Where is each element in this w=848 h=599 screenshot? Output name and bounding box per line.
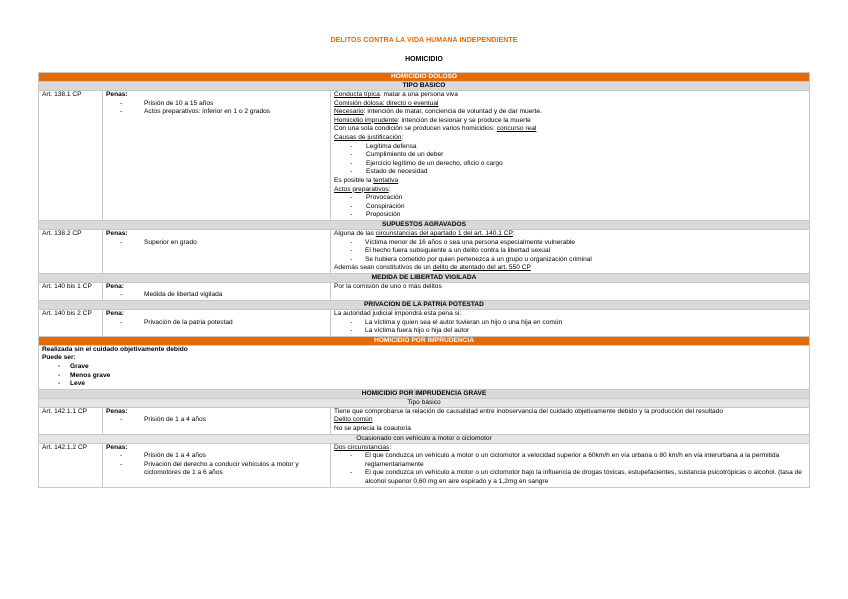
description-cell <box>331 282 810 300</box>
description-text: Por la comisión de uno o más delitos <box>334 282 442 290</box>
homicidio-imprudente-text: : intención de lesionar y se produce la muerte <box>397 116 531 124</box>
table-row <box>39 91 810 221</box>
penas-cell <box>103 229 331 273</box>
dos-circunstancias-label: Dos circunstancias <box>334 443 390 451</box>
article-cell <box>39 443 103 487</box>
section-label: MEDIDA DE LIBERTAD VIGILADA <box>39 273 810 282</box>
penas-label: Penas: <box>106 229 128 237</box>
imprudencia-cell <box>39 345 810 389</box>
list-item: - Legítima defensa <box>350 143 806 152</box>
section-label: TIPO BÁSICO <box>39 82 810 91</box>
penas-cell <box>103 407 331 434</box>
table-row <box>39 443 810 487</box>
list-item: - Proposición <box>350 211 806 220</box>
table-row <box>39 282 810 300</box>
pena-label: Pena: <box>106 310 124 318</box>
section-supuestos-agravados <box>39 220 810 229</box>
description-cell <box>331 407 810 434</box>
article-cell <box>39 229 103 273</box>
actos-list <box>334 194 806 220</box>
list-item: - Privación del derecho a conducir vehículos a motor y ciclomotores de 1 a 6 años <box>120 461 327 478</box>
article-label: Art. 142.1.1 CP <box>42 407 88 415</box>
list-item: - Se hubiera cometido por quien pertenezca a un grupo u organización criminal <box>350 256 806 265</box>
section-homicidio-doloso <box>39 73 810 82</box>
description-cell: Dos circunstancias: - El que conduzca un vehículo a motor o un ciclomotor a velocidad superior a 60km/h en vía urbana o 80 km/h en vía interurbana a la permitida reglamentariamente - El que conduzca un vehículo a motor o un ciclomotor bajo la influencia de drogas tóxicas, estupefacientes, sustancia psicotrópicas o alcohol. (tasa de alcohol superior 0,60 mg en aire espirado y a 1,2mg en sangre <box>331 443 810 487</box>
section-label: Tipo básico <box>39 398 810 407</box>
table-row <box>39 310 810 337</box>
list-item: - Grave <box>58 363 806 372</box>
list-item: - Prisión de 1 a 4 años <box>120 416 327 425</box>
list-item: - Superior en grado <box>120 239 327 248</box>
causas-list <box>334 143 806 177</box>
article-label: Art. 142.1.2 CP <box>42 443 88 451</box>
tentativa-text: Es posible la <box>334 176 374 184</box>
description-cell: Alguna de las circunstancias del apartado 1 del art. 140.1 CP: - Víctima menor de 16 años o sea una persona especialmente vulnerable - El hecho fuera subsiguiente a un delito contra la libertad sexual - Se hubiera cometido por quien pertenezca a un grupo u organización criminal Además sean constitutivos de un delito de atentado del art. 550 CP <box>331 229 810 273</box>
article-cell <box>39 282 103 300</box>
table-row <box>39 229 810 273</box>
table-row <box>39 407 810 434</box>
list-item: - El que conduzca un vehículo a motor o un ciclomotor a velocidad superior a 60km/h en vía urbana o 80 km/h en vía interurbana a la permitida reglamentariamente <box>350 452 806 469</box>
coautoria-text: No se aprecia la coautoría <box>334 425 411 432</box>
section-label: PRIVACIÓN DE LA PATRIA POTESTAD <box>39 301 810 310</box>
circunstancias-list <box>334 239 806 265</box>
article-cell <box>39 310 103 337</box>
list-item: - La víctima y quien sea el autor tuvieran un hijo o una hija en común <box>350 319 806 328</box>
ademas-link: delito de atentado del art. 550 CP <box>432 264 531 272</box>
imprudencia-list <box>42 363 806 389</box>
intro-text: Alguna de las <box>334 229 376 237</box>
section-label: SUPUESTOS AGRAVADOS <box>39 220 810 229</box>
list-item: - El que conduzca un vehículo a motor o un ciclomotor bajo la influencia de drogas tóxicas, estupefacientes, sustancia psicotrópicas o alcohol. (tasa de alcohol superior 0,60 mg en aire espirado y a 1,2mg en sangre <box>350 469 806 486</box>
article-cell <box>39 407 103 434</box>
circunstancias-list <box>334 452 806 486</box>
section-libertad-vigilada <box>39 273 810 282</box>
penas-cell <box>103 91 331 221</box>
section-label: HOMICIDIO DOLOSO <box>39 73 810 82</box>
section-label: HOMICIDIO POR IMPRUDENCIA GRAVE <box>39 389 810 398</box>
penas-cell <box>103 443 331 487</box>
penas-list <box>106 452 327 478</box>
imprudencia-line2: Puede ser: <box>42 354 76 362</box>
list-item: - Prisión de 1 a 4 años <box>120 452 327 461</box>
penas-list <box>106 100 327 117</box>
concurso-text: Con una sola condición se producen varios homicidios: <box>334 125 497 133</box>
article-label: Art. 140 bis 1 CP <box>42 282 92 290</box>
document-title: DELITOS CONTRA LA VIDA HUMANA INDEPENDIENTE <box>330 37 518 44</box>
list-item: - Prisión de 10 a 15 años <box>120 100 327 109</box>
list-item: - Menos grave <box>58 372 806 381</box>
table-row <box>39 345 810 389</box>
section-tipo-basico-2 <box>39 398 810 407</box>
list-item: - Privación de la patria potestad <box>120 319 327 328</box>
list-item: - La víctima fuera hijo o hija del autor <box>350 327 806 336</box>
penas-list <box>106 239 327 248</box>
penas-label: Penas: <box>106 407 128 415</box>
section-imprudencia-grave <box>39 389 810 398</box>
list-item: - Actos preparativos: inferior en 1 o 2 grados <box>120 108 327 117</box>
imprudencia-line1: Realizada sin el cuidado objetivamente debido <box>42 345 188 353</box>
list-item: - El hecho fuera subsiguiente a un delito contra la libertad sexual <box>350 247 806 256</box>
penas-cell <box>103 282 331 300</box>
section-label: Ocasionado con vehículo a motor o ciclomotor <box>39 434 810 443</box>
penas-list <box>106 319 327 328</box>
penas-list <box>106 416 327 425</box>
causas-label: Causas de justificación <box>334 133 402 141</box>
conducta-text: : matar a una persona viva <box>379 91 458 98</box>
comision-label: Comisión dolosa: directo o eventual <box>334 99 439 107</box>
homicidio-imprudente-label: Homicidio imprudente <box>334 116 398 124</box>
list-item: - Conspiración <box>350 203 806 212</box>
description-text: La autoridad judicial impondrá esta pena si: <box>334 310 462 318</box>
condiciones-list <box>334 319 806 336</box>
pena-label: Pena: <box>106 282 124 290</box>
penas-list <box>106 291 327 300</box>
list-item: - Víctima menor de 16 años o sea una persona especialmente vulnerable <box>350 239 806 248</box>
homicidio-table <box>38 72 810 488</box>
penas-label: Penas: <box>106 443 128 451</box>
article-label: Art. 138.1 CP <box>42 91 82 98</box>
description-cell <box>331 310 810 337</box>
list-item: - Estado de necesidad <box>350 168 806 177</box>
article-cell <box>39 91 103 221</box>
article-label: Art. 138.2 CP <box>42 229 82 237</box>
list-item: - Provocación <box>350 194 806 203</box>
list-item: - Cumplimiento de un deber <box>350 151 806 160</box>
article-label: Art. 140 bis 2 CP <box>42 310 92 318</box>
section-vehiculo-motor <box>39 434 810 443</box>
actos-label: Actos preparativos <box>334 185 389 193</box>
concurso-label: concurso real <box>496 125 537 133</box>
penas-cell <box>103 310 331 337</box>
list-item: - Ejercicio legítimo de un derecho, oficio o cargo <box>350 160 806 169</box>
list-item: - Leve <box>58 380 806 389</box>
necesario-label: Necesario <box>334 108 364 116</box>
necesario-text: : intención de matar, conciencia de voluntad y de dar muerte. <box>363 108 542 116</box>
delito-comun-label: Delito común <box>334 416 373 424</box>
section-tipo-basico <box>39 82 810 91</box>
penas-label: Penas: <box>106 91 128 98</box>
list-item: - Medida de libertad vigilada <box>120 291 327 300</box>
description-text: Tiene que comprobarse la relación de causalidad entre inobservancia del cuidado objetivamente debido y la producción del resultado <box>334 407 724 415</box>
ademas-text: Además sean constitutivos de un <box>334 264 433 272</box>
document-subtitle: HOMICIDIO <box>405 56 443 63</box>
section-patria-potestad <box>39 301 810 310</box>
intro-link: circunstancias del apartado 1 del art. 140.1 CP <box>375 229 513 237</box>
tentativa-label: tentativa <box>373 176 399 184</box>
section-label: HOMICIDIO POR IMPRUDENCIA <box>39 336 810 345</box>
section-homicidio-imprudencia <box>39 336 810 345</box>
conducta-label: Conducta típica <box>334 91 380 98</box>
description-cell: Conducta típica: matar a una persona viva Comisión dolosa: directo o eventual Necesario: intención de matar, conciencia de voluntad y de dar muerte. Homicidio imprudente: intención de lesionar y se produce la muerte Con una sola condición se producen varios homicidios: concurso real Causas de justificación: - Legítima defensa - Cumplimiento de un deber - Ejercicio legítimo de un derecho, oficio o cargo - Estado de necesidad Es posible la tentativa Actos preparativos: - Provocación - Conspiración - Proposición <box>331 91 810 221</box>
